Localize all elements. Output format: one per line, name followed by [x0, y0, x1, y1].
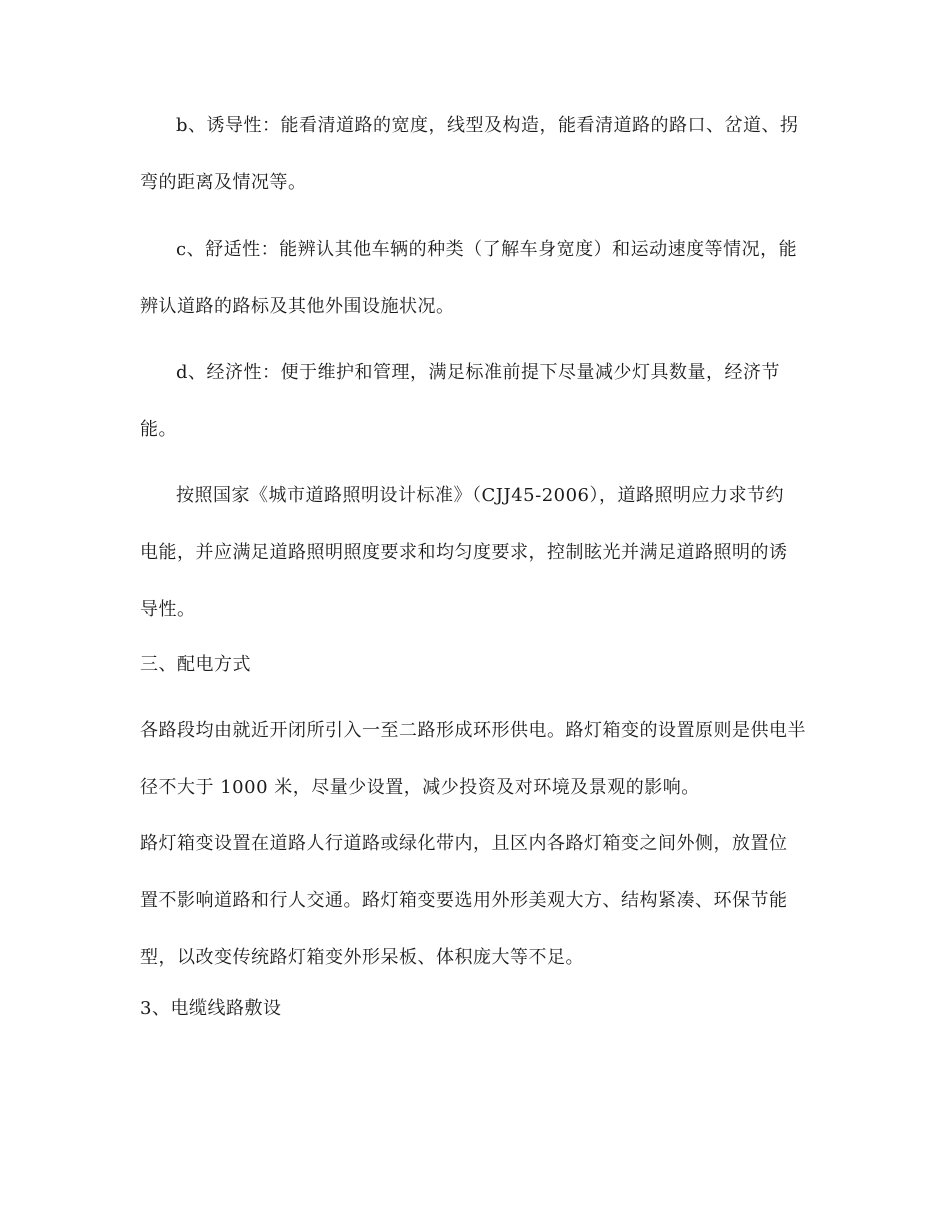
- paragraph-line: 辨认道路的路标及其他外围设施状况。: [140, 296, 455, 317]
- section-heading-power-distribution: 三、配电方式: [140, 654, 251, 675]
- paragraph-line: 能。: [140, 419, 177, 440]
- paragraph-line: 各路段均由就近开闭所引入一至二路形成环形供电。路灯箱变的设置原则是供电半: [140, 720, 806, 741]
- paragraph-line: 路灯箱变设置在道路人行道路或绿化带内，且区内各路灯箱变之间外侧，放置位: [140, 833, 788, 854]
- section-heading-cable-laying: 3、电缆线路敷设: [140, 998, 282, 1019]
- paragraph-line: c、舒适性：能辨认其他车辆的种类（了解车身宽度）和运动速度等情况，能: [176, 239, 798, 260]
- paragraph-economy: [140, 344, 812, 458]
- paragraph-line: 电能，并应满足道路照明照度要求和均匀度要求，控制眩光并满足道路照明的诱: [140, 542, 788, 563]
- paragraph-power-supply: [140, 702, 812, 816]
- paragraph-line: d、经济性：便于维护和管理，满足标准前提下尽量减少灯具数量，经济节: [176, 362, 781, 383]
- paragraph-standard: [140, 467, 812, 638]
- paragraph-line: 径不大于 1000 米，尽量少设置，减少投资及对环境及景观的影响。: [140, 777, 700, 798]
- paragraph-guidance: [140, 97, 812, 211]
- paragraph-box-transformer: [140, 815, 812, 986]
- paragraph-line: b、诱导性：能看清道路的宽度，线型及构造，能看清道路的路口、岔道、拐: [176, 115, 799, 136]
- paragraph-line: 型，以改变传统路灯箱变外形呆板、体积庞大等不足。: [140, 947, 584, 968]
- paragraph-line: 导性。: [140, 599, 196, 620]
- paragraph-line: 置不影响道路和行人交通。路灯箱变要选用外形美观大方、结构紧凑、环保节能: [140, 890, 788, 911]
- paragraph-line: 按照国家《城市道路照明设计标准》（CJJ45-2006），道路照明应力求节约: [176, 485, 784, 506]
- paragraph-comfort: [140, 221, 812, 335]
- paragraph-line: 弯的距离及情况等。: [140, 172, 307, 193]
